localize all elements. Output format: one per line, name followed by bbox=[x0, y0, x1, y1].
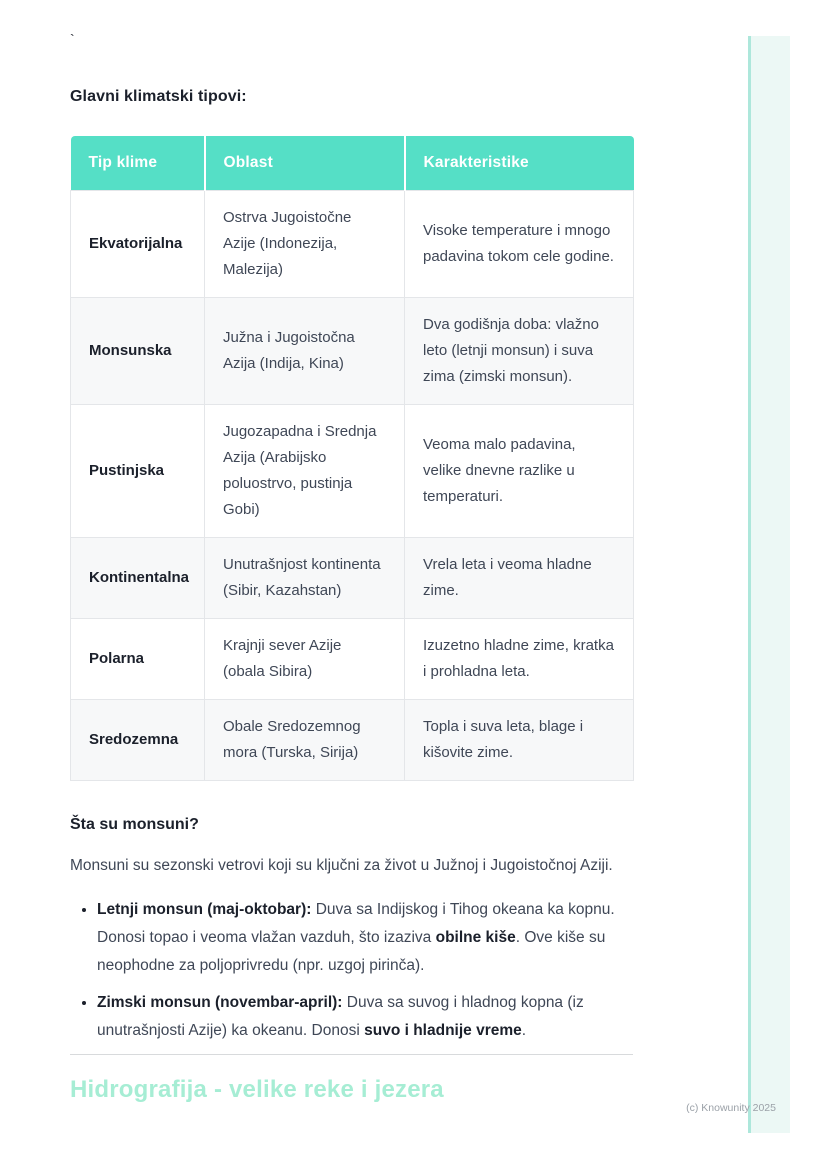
monsoons-intro-paragraph: Monsuni su sezonski vetrovi koji su ključni za život u Južnoj i Jugoistočnoj Aziji. bbox=[70, 856, 613, 874]
cell-climate-type: Monsunska bbox=[71, 297, 205, 404]
cell-region: Južna i Jugoistočna Azija (Indija, Kina) bbox=[205, 297, 405, 404]
cell-region: Obale Sredozemnog mora (Turska, Sirija) bbox=[205, 699, 405, 780]
cell-characteristics: Veoma malo padavina, velike dnevne razlike u temperaturi. bbox=[405, 404, 634, 537]
cell-climate-type: Pustinjska bbox=[71, 404, 205, 537]
cell-climate-type: Sredozemna bbox=[71, 699, 205, 780]
cell-climate-type: Polarna bbox=[71, 618, 205, 699]
cell-region: Ostrva Jugoistočne Azije (Indonezija, Malezija) bbox=[205, 190, 405, 297]
monsoon-bullet-list bbox=[70, 895, 633, 1045]
monsoons-section-title: Šta su monsuni? bbox=[70, 815, 199, 833]
table-row bbox=[71, 404, 634, 537]
climate-table bbox=[70, 136, 634, 781]
cell-region: Jugozapadna i Srednja Azija (Arabijsko poluostrvo, pustinja Gobi) bbox=[205, 404, 405, 537]
cell-climate-type: Ekvatorijalna bbox=[71, 190, 205, 297]
table-row bbox=[71, 618, 634, 699]
page-edge-strip bbox=[748, 36, 790, 1133]
cell-characteristics: Dva godišnja doba: vlažno leto (letnji monsun) i suva zima (zimski monsun). bbox=[405, 297, 634, 404]
cell-region: Krajnji sever Azije (obala Sibira) bbox=[205, 618, 405, 699]
hydrography-section-title: Hidrografija - velike reke i jezera bbox=[70, 1075, 444, 1103]
section-divider bbox=[70, 1054, 633, 1055]
cell-region: Unutrašnjost kontinenta (Sibir, Kazahstan) bbox=[205, 537, 405, 618]
table-row bbox=[71, 699, 634, 780]
table-row bbox=[71, 297, 634, 404]
header-karakteristike: Karakteristike bbox=[405, 136, 634, 190]
stray-backtick-char: ` bbox=[70, 31, 75, 47]
copyright-footer: (c) Knowunity 2025 bbox=[686, 1102, 776, 1114]
cell-characteristics: Vrela leta i veoma hladne zime. bbox=[405, 537, 634, 618]
list-item-winter-monsoon: • Zimski monsun (novembar-april): Duva sa suvog i hladnog kopna (iz unutrašnjosti Azije) ka okeanu. Donosi suvo i hladnije vreme. bbox=[97, 988, 633, 1045]
cell-characteristics: Topla i suva leta, blage i kišovite zime. bbox=[405, 699, 634, 780]
cell-characteristics: Visoke temperature i mnogo padavina tokom cele godine. bbox=[405, 190, 634, 297]
table-row bbox=[71, 537, 634, 618]
document-page bbox=[70, 0, 633, 1105]
climate-section-title: Glavni klimatski tipovi: bbox=[70, 88, 247, 105]
cell-climate-type: Kontinentalna bbox=[71, 537, 205, 618]
header-oblast: Oblast bbox=[205, 136, 405, 190]
table-header-row bbox=[71, 136, 634, 190]
cell-characteristics: Izuzetno hladne zime, kratka i prohladna leta. bbox=[405, 618, 634, 699]
header-tip-klime: Tip klime bbox=[71, 136, 205, 190]
list-item-summer-monsoon: • Letnji monsun (maj-oktobar): Duva sa Indijskog i Tihog okeana ka kopnu. Donosi topao i veoma vlažan vazduh, što izaziva obilne kiše. Ove kiše su neophodne za poljoprivredu (npr. uzgoj pirinča). bbox=[97, 895, 633, 980]
table-row bbox=[71, 190, 634, 297]
